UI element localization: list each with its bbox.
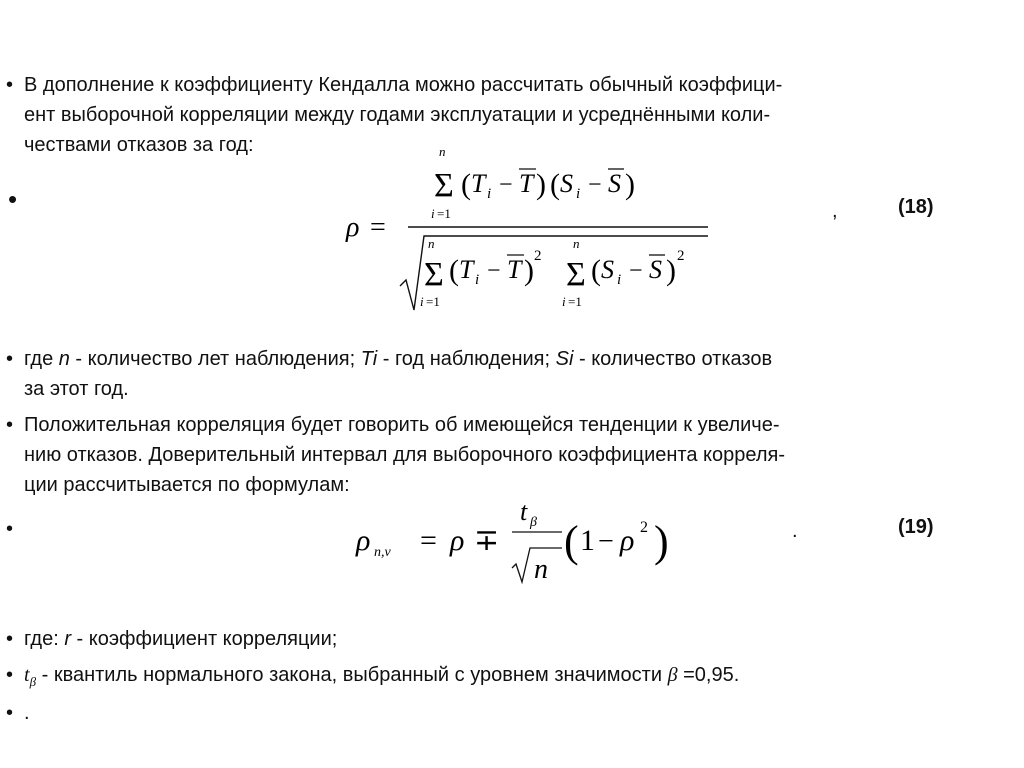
var-n: n	[534, 554, 548, 585]
svg-text:i: i	[420, 294, 424, 309]
bullet: •	[8, 184, 18, 214]
equals-sign: =	[370, 212, 386, 243]
paragraph-2-line-3: ции рассчитывается по формулам:	[24, 474, 350, 496]
svg-text:=1: =1	[426, 294, 440, 309]
sum-lower-limit: i	[431, 206, 435, 221]
var-S-bar: S	[608, 169, 621, 198]
var-T-bar: T	[519, 169, 534, 198]
where-line-2: за этот год.	[24, 378, 129, 400]
svg-text:T: T	[459, 255, 474, 284]
paragraph-1-line-3: чествами отказов за год:	[24, 134, 254, 156]
paragraph-1-line-2: ент выборочной корреляции между годами эксплуатации и усреднёнными коли-	[24, 104, 771, 126]
paren: (	[461, 168, 471, 201]
minus-plus: ∓	[474, 524, 500, 557]
svg-text:2: 2	[534, 248, 542, 264]
paren: )	[654, 517, 669, 566]
var-S: S	[560, 169, 573, 198]
last-item: .	[24, 702, 30, 724]
svg-text:=1: =1	[568, 294, 582, 309]
svg-text:S: S	[649, 255, 662, 284]
minus: −	[598, 526, 614, 557]
svg-text:T: T	[507, 255, 522, 284]
equation-number-18: (18)	[898, 196, 934, 218]
sub-i: i	[576, 186, 581, 202]
bullet: •	[6, 74, 14, 96]
paren: (	[550, 168, 560, 201]
minus: −	[499, 172, 513, 198]
svg-text:i: i	[617, 272, 622, 288]
one: 1	[580, 524, 595, 557]
paragraph-2-line-2: нию отказов. Доверительный интервал для выборочного коэффициента корреля-	[24, 444, 785, 466]
svg-text:n: n	[428, 236, 435, 251]
svg-text:): )	[524, 254, 534, 287]
rho-symbol: ρ	[356, 524, 371, 557]
rho-symbol: ρ	[346, 212, 360, 243]
paren: )	[536, 168, 546, 201]
svg-text:n: n	[573, 236, 580, 251]
bullet: •	[6, 702, 14, 724]
bullet: •	[6, 518, 14, 540]
paragraph-1-line-1: В дополнение к коэффициенту Кендалла можно рассчитать обычный коэффици-	[24, 74, 783, 96]
paren: )	[625, 168, 635, 201]
var-T: T	[471, 169, 486, 198]
minus: −	[588, 172, 602, 198]
where-t-line: $t_\beta$ - квантиль нормального закона, выбранный с уровнем значимости β =0,95.	[24, 664, 740, 689]
where-r-line: где: r - коэффициент корреляции;	[24, 628, 338, 650]
sub-i: i	[487, 186, 492, 202]
bullet: •	[6, 628, 14, 650]
formula-19-separator: .	[792, 520, 798, 542]
sub-n-nu: n,ν	[374, 545, 391, 560]
formula-19	[350, 490, 690, 590]
svg-text:(: (	[591, 254, 601, 287]
sum-symbol: Σ	[434, 167, 454, 204]
svg-text:−: −	[629, 258, 643, 284]
paren: (	[564, 517, 579, 566]
svg-text:i: i	[475, 272, 480, 288]
paragraph-2-line-1: Положительная корреляция будет говорить об имеющейся тенденции к увеличе-	[24, 414, 780, 436]
svg-text:−: −	[487, 258, 501, 284]
rho-symbol: ρ	[620, 524, 635, 557]
formula-18-separator: ,	[832, 200, 838, 222]
bullet: •	[6, 664, 14, 686]
sum-upper-limit: n	[439, 144, 446, 159]
svg-text:(: (	[449, 254, 459, 287]
bullet: •	[6, 414, 14, 436]
where-line-1: где n - количество лет наблюдения; Ti - год наблюдения; Si - количество отказов	[24, 348, 773, 370]
equation-number-19: (19)	[898, 516, 934, 538]
svg-text:Σ: Σ	[566, 256, 586, 293]
rho-symbol: ρ	[450, 524, 465, 557]
var-t: t	[520, 497, 528, 526]
svg-text:i: i	[562, 294, 566, 309]
svg-text:): )	[666, 254, 676, 287]
sub-beta: β	[530, 515, 537, 530]
svg-text:S: S	[601, 255, 614, 284]
equals-sign: =	[420, 524, 437, 557]
sum-lower-limit-rest: =1	[437, 206, 451, 221]
svg-text:2: 2	[677, 248, 685, 264]
exponent-2: 2	[640, 519, 648, 536]
svg-text:Σ: Σ	[424, 256, 444, 293]
formula-18	[340, 140, 720, 320]
bullet: •	[6, 348, 14, 370]
